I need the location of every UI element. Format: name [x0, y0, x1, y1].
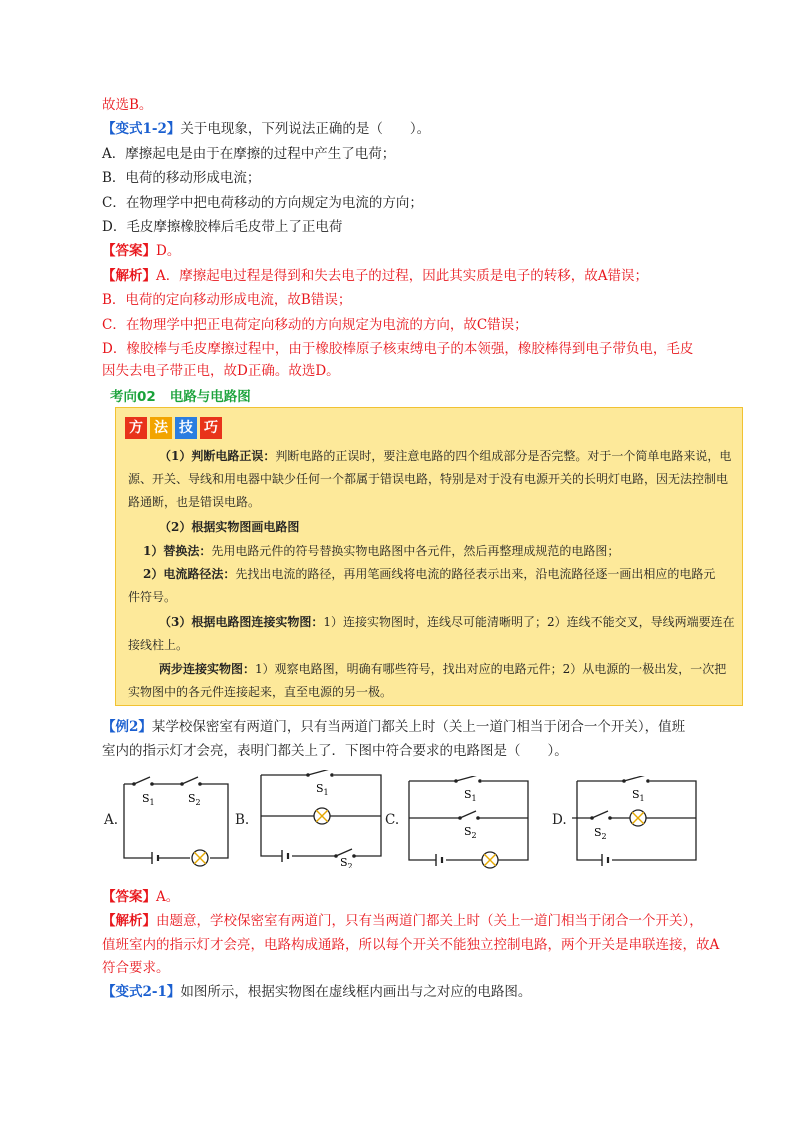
switch-label-s1: $S_1$ [142, 792, 155, 807]
badge-char-4: 巧 [200, 417, 222, 439]
option-letter-d: D. [552, 812, 567, 828]
circuit-c-diagram [404, 776, 534, 872]
conclusion-line: 故选B。 [102, 97, 153, 113]
analysis-line-2: B．电荷的定向移动形成电流，故B错误； [102, 292, 352, 308]
section-number: 考向02 [110, 389, 156, 405]
tip-2b-line-2: 件符号。 [128, 590, 177, 604]
variant-1-2: 【变式1-2】关于电现象，下列说法正确的是（ ）。 [102, 121, 431, 137]
option-d: D．毛皮摩擦橡胶棒后毛皮带上了正电荷 [102, 219, 343, 235]
switch-label-s2: $S_2$ [188, 792, 201, 807]
analysis-line-5: 因失去电子带正电，故D正确。故选D。 [102, 363, 340, 379]
method-tips-badge [125, 417, 222, 439]
option-a: A．摩擦起电是由于在摩擦的过程中产生了电荷； [102, 146, 396, 162]
tip-1-line-3: 路通断，也是错误电路。 [128, 495, 261, 509]
example-analysis-1: 【解析】由题意，学校保密室有两道门，只有当两道门都关上时（关上一道门相当于闭合一个开关）， [102, 913, 703, 929]
tip-3-line-2: 接线柱上。 [128, 638, 189, 652]
switch-label-d-s1: $S_1$ [632, 788, 645, 803]
tip-2-title: （2）根据实物图画电路图 [159, 520, 300, 534]
switch-label-b-s1: $S_1$ [316, 782, 329, 797]
circuit-a-diagram [118, 772, 234, 868]
tip-1-line-2: 源、开关、导线和用电器中缺少任何一个都属于错误电路，特别是对于没有电源开关的长明灯电路，因无法控制电 [128, 472, 729, 486]
option-letter-b: B. [235, 812, 250, 828]
section-title: 电路与电路图 [169, 389, 251, 405]
example-analysis-2: 值班室内的指示灯才会亮，电路构成通路，所以每个开关不能独立控制电路，两个开关是串联连接，故A [102, 937, 720, 953]
tip-3-line-1: （3）根据电路图连接实物图：1）连接实物图时，连线尽可能清晰明了；2）连线不能交叉，导线两端要连在 [159, 615, 735, 629]
switch-label-d-s2: $S_2$ [594, 826, 607, 841]
example-2-line-1: 【例2】某学校保密室有两道门，只有当两道门都关上时（关上一道门相当于闭合一个开关），值班 [102, 719, 686, 735]
analysis-line-1: 【解析】A．摩擦起电过程是得到和失去电子的过程，因此其实质是电子的转移，故A错误； [102, 268, 648, 284]
badge-char-3: 技 [175, 417, 197, 439]
switch-label-c-s1: $S_1$ [464, 788, 477, 803]
circuit-d-diagram [572, 776, 702, 872]
tip-4-line-1: 两步连接实物图：1）观察电路图，明确有哪些符号，找出对应的电路元件；2）从电源的一极出发，一次把 [159, 662, 727, 676]
example-2-line-2: 室内的指示灯才会亮，表明门都关上了．下图中符合要求的电路图是（ ）。 [102, 743, 568, 759]
section-heading [110, 385, 265, 405]
badge-char-2: 法 [150, 417, 172, 439]
option-b: B．电荷的移动形成电流； [102, 170, 261, 186]
option-letter-c: C. [385, 812, 400, 828]
tip-2b-line-1: 2）电流路径法：先找出电流的路径，再用笔画线将电流的路径表示出来，沿电流路径逐一画出相应的电路元 [143, 567, 716, 581]
circuit-b-diagram [256, 770, 386, 868]
example-answer: 【答案】A。 [102, 889, 180, 905]
switch-label-b-s2: $S_2$ [340, 856, 353, 868]
analysis-line-3: C．在物理学中把正电荷定向移动的方向规定为电流的方向，故C错误； [102, 317, 528, 333]
tip-2a: 1）替换法：先用电路元件的符号替换实物电路图中各元件，然后再整理成规范的电路图； [143, 544, 620, 558]
option-c: C．在物理学中把电荷移动的方向规定为电流的方向； [102, 195, 423, 211]
switch-label-c-s2: $S_2$ [464, 825, 477, 840]
method-tips-box [115, 407, 743, 706]
tip-1-line-1: （1）判断电路正误：判断电路的正误时，要注意电路的四个组成部分是否完整。对于一个简单电路来说，电 [159, 449, 732, 463]
answer-line: 【答案】D。 [102, 243, 181, 259]
variant-2-1: 【变式2-1】如图所示，根据实物图在虚线框内画出与之对应的电路图。 [102, 984, 532, 1000]
example-analysis-3: 符合要求。 [102, 960, 170, 976]
option-letter-a: A. [104, 812, 119, 828]
badge-char-1: 方 [125, 417, 147, 439]
analysis-line-4: D．橡胶棒与毛皮摩擦过程中，由于橡胶棒原子核束缚电子的本领强，橡胶棒得到电子带负电，毛皮 [102, 341, 694, 357]
tip-4-line-2: 实物图中的各元件连接起来，直至电源的另一极。 [128, 685, 393, 699]
